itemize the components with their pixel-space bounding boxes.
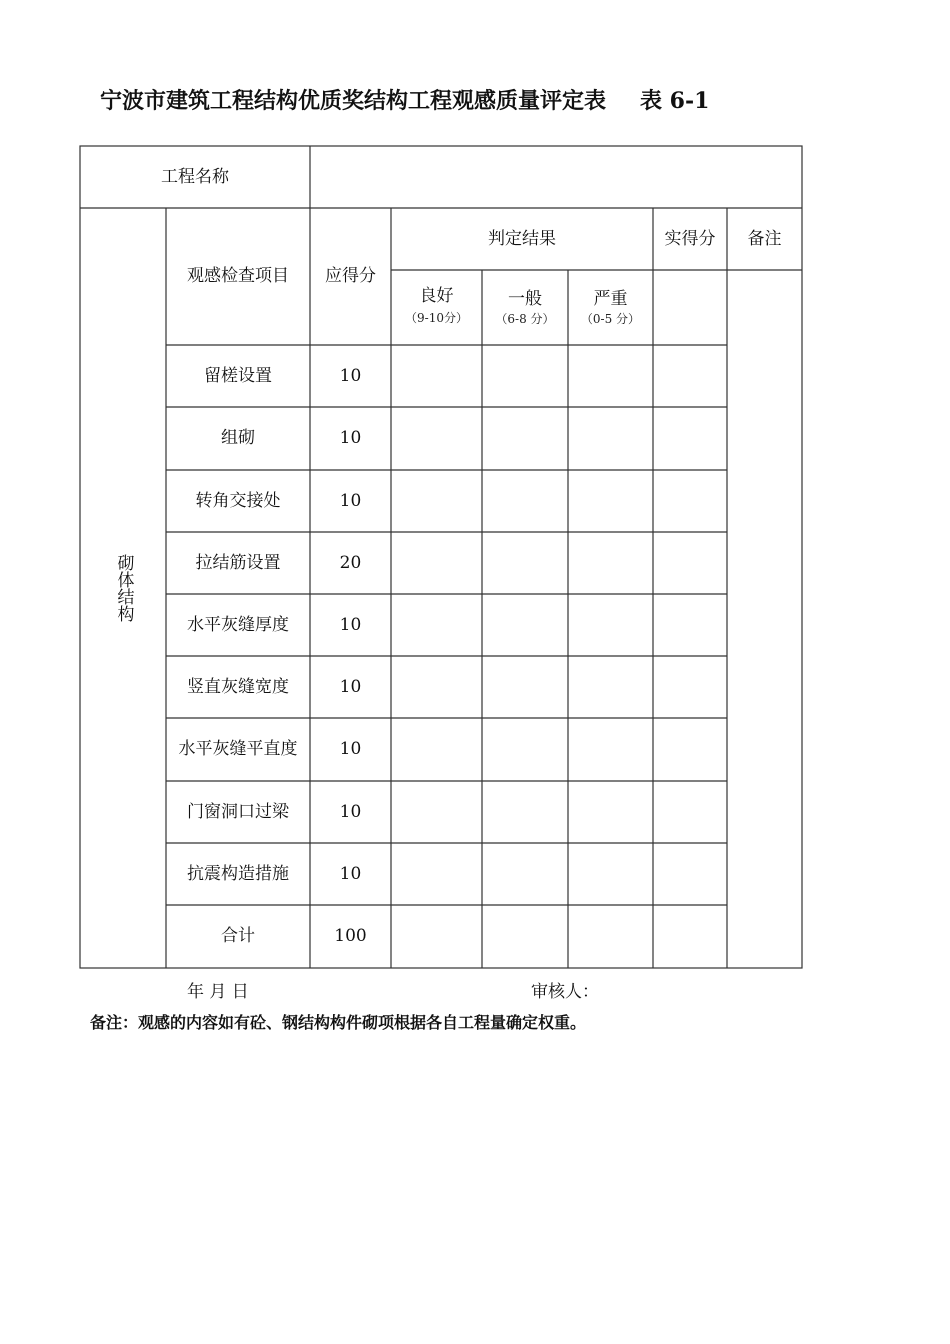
severe-header	[568, 270, 653, 345]
item-score: 10	[339, 801, 362, 822]
item-score: 10	[339, 863, 362, 884]
item-label: 水平灰缝厚度	[187, 614, 289, 635]
item-label: 拉结筋设置	[195, 552, 281, 573]
severe-range: （0-5 分）	[580, 311, 641, 326]
section-label	[80, 208, 166, 968]
item-score: 10	[339, 614, 362, 635]
item-label: 组砌	[221, 428, 255, 449]
total-score: 100	[334, 926, 367, 947]
item-label: 门窗洞口过梁	[187, 801, 289, 822]
project-name-value[interactable]	[310, 146, 802, 208]
actual-score-header: 实得分	[664, 228, 716, 249]
total-label: 合计	[221, 926, 255, 947]
title-text: 宁波市建筑工程结构优质奖结构工程观感质量评定表	[100, 88, 607, 114]
item-column-header: 观感检查项目	[187, 266, 289, 287]
item-label: 竖直灰缝宽度	[187, 676, 289, 697]
reviewer-line: 审核人：	[531, 982, 599, 1002]
remark-header: 备注	[747, 228, 782, 249]
good-label: 良好	[419, 286, 454, 307]
item-label: 水平灰缝平直度	[178, 739, 298, 760]
item-score: 10	[339, 739, 362, 760]
item-score: 10	[339, 428, 362, 449]
item-label: 抗震构造措施	[187, 863, 289, 884]
good-header	[391, 270, 482, 345]
normal-label: 一般	[508, 288, 542, 309]
good-range: （9-10分）	[405, 311, 468, 326]
item-label: 转角交接处	[195, 490, 281, 511]
table-number: 表 6-1	[640, 88, 710, 114]
item-score: 10	[339, 676, 362, 697]
severe-label: 严重	[593, 288, 628, 309]
judge-column-header: 判定结果	[488, 228, 556, 249]
project-name-label: 工程名称	[161, 166, 229, 187]
normal-header	[482, 270, 568, 345]
item-score: 10	[339, 365, 362, 386]
section-label-text: 砌体结构	[113, 554, 134, 622]
date-line: 年 月 日	[187, 982, 249, 1002]
item-score: 10	[339, 490, 362, 511]
remark-note: 备注：观感的内容如有砼、钢结构构件砌项根据各自工程量确定权重。	[90, 1013, 587, 1032]
item-label: 留槎设置	[204, 365, 272, 386]
score-column-header: 应得分	[325, 266, 376, 287]
normal-range: （6-8 分）	[495, 311, 555, 326]
item-score: 20	[339, 552, 362, 573]
